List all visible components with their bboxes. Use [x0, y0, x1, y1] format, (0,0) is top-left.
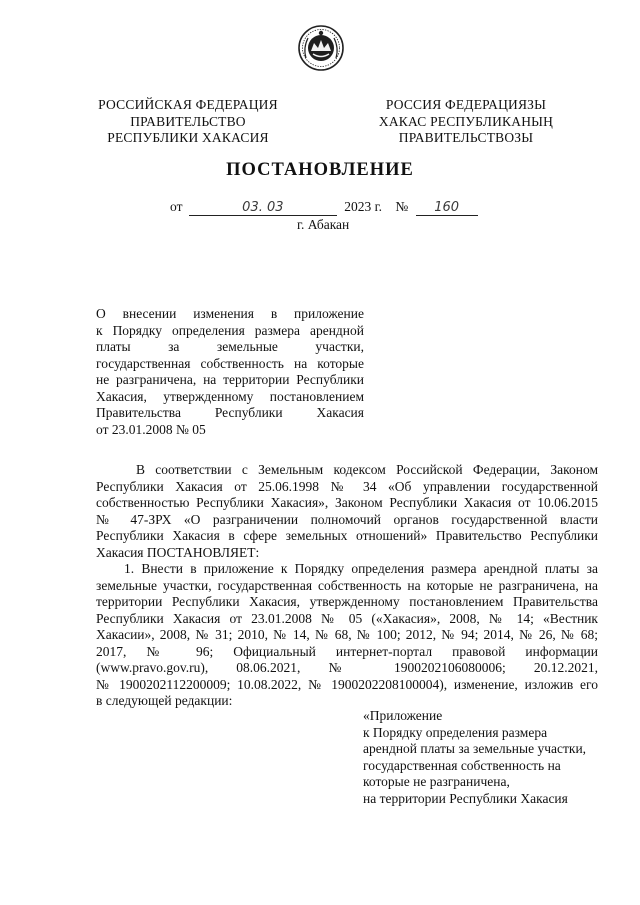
- body-text: [96, 462, 598, 710]
- body-line: 1. Внести в приложение к Порядку определения размера арендной платы за: [124, 561, 598, 576]
- header-left-line: ПРАВИТЕЛЬСТВО: [130, 113, 246, 129]
- subject-line: к Порядку определения размера арендной: [96, 322, 364, 338]
- appendix-line: государственная собственность на: [363, 757, 561, 773]
- appendix-line: к Порядку определения размера: [363, 724, 548, 740]
- body-line: собственностью Республики Хакасия», Законом Республики Хакасия от 10.06.2015: [96, 495, 598, 510]
- header-right-line: ПРАВИТЕЛЬСТВОЗЫ: [398, 130, 534, 145]
- header-left-line: РОССИЙСКАЯ ФЕДЕРАЦИЯ: [98, 97, 278, 112]
- header-right-line: РОССИЯ ФЕДЕРАЦИЯЗЫ: [385, 97, 547, 112]
- handwritten-number: 160: [416, 200, 478, 216]
- subject-line: не разграничена, на территории Республики: [96, 372, 364, 387]
- body-line: территории Республики Хакасия, утвержденному постановлением Правительства: [96, 594, 598, 609]
- appendix-line: которые не разграничена,: [363, 774, 510, 789]
- header-left-block: [93, 97, 283, 147]
- appendix-line: арендной платы за земельные участки,: [363, 741, 587, 756]
- subject-line: Хакасия, утвержденному постановлением: [96, 388, 364, 404]
- body-line: в следующей редакции:: [96, 693, 233, 708]
- body-line: земельные участки, государственная собственность на которые не разграничена, на: [96, 577, 598, 593]
- body-line: № 47-ЗРХ «О разграничении полномочий органов государственной власти: [96, 511, 598, 527]
- body-line: В соответствии с Земельным кодексом Российской Федерации, Законом: [136, 462, 598, 477]
- body-line: № 1900202112200009; 10.08.2022, № 1900202208100004), изменение, изложив его: [96, 676, 598, 692]
- body-line: Хакасии», 2008, № 31; 2010, № 14, № 68, № 100; 2012, № 94; 2014, № 26, № 68;: [96, 627, 598, 642]
- body-line: Республики Хакасия в сфере земельных отношений» Правительство Республики: [96, 528, 598, 543]
- subject-line: Правительства Республики Хакасия: [96, 405, 364, 420]
- subject-line: платы за земельные участки,: [96, 339, 364, 354]
- body-line: Республики Хакасия от 23.01.2008 № 05 («Хакасия», 2008, № 14; «Вестник: [96, 610, 598, 626]
- subject-block: [96, 306, 364, 438]
- appendix-heading: [363, 708, 613, 807]
- body-line: Хакасия ПОСТАНОВЛЯЕТ:: [96, 544, 260, 560]
- coat-of-arms-emblem: [297, 24, 345, 72]
- date-year: 2023 г.: [344, 199, 382, 214]
- subject-line: О внесении изменения в приложение: [96, 306, 364, 321]
- body-line: 2017, № 96; Официальный интернет-портал правовой информации: [96, 643, 598, 659]
- subject-line: от 23.01.2008 № 05: [96, 421, 206, 437]
- header-right-block: [368, 97, 564, 147]
- number-label: №: [395, 199, 409, 214]
- body-line: Республики Хакасия от 25.06.1998 № 34 «Об управлении государственной: [96, 478, 598, 494]
- document-title: ПОСТАНОВЛЕНИЕ: [226, 160, 414, 180]
- appendix-line: на территории Республики Хакасия: [363, 790, 568, 806]
- city-label: г. Абакан: [297, 217, 350, 232]
- header-left-line: РЕСПУБЛИКИ ХАКАСИЯ: [107, 130, 269, 145]
- handwritten-date: 03. 03: [189, 200, 337, 216]
- body-line: (www.pravo.gov.ru), 08.06.2021, № 1900202106080006; 20.12.2021,: [96, 660, 598, 675]
- subject-line: государственная собственность на которые: [96, 355, 364, 371]
- date-prefix: от: [170, 199, 183, 214]
- appendix-line: «Приложение: [363, 708, 443, 723]
- date-number-line: [170, 199, 478, 216]
- header-right-line: ХАКАС РЕСПУБЛИКАНЫҢ: [378, 113, 554, 129]
